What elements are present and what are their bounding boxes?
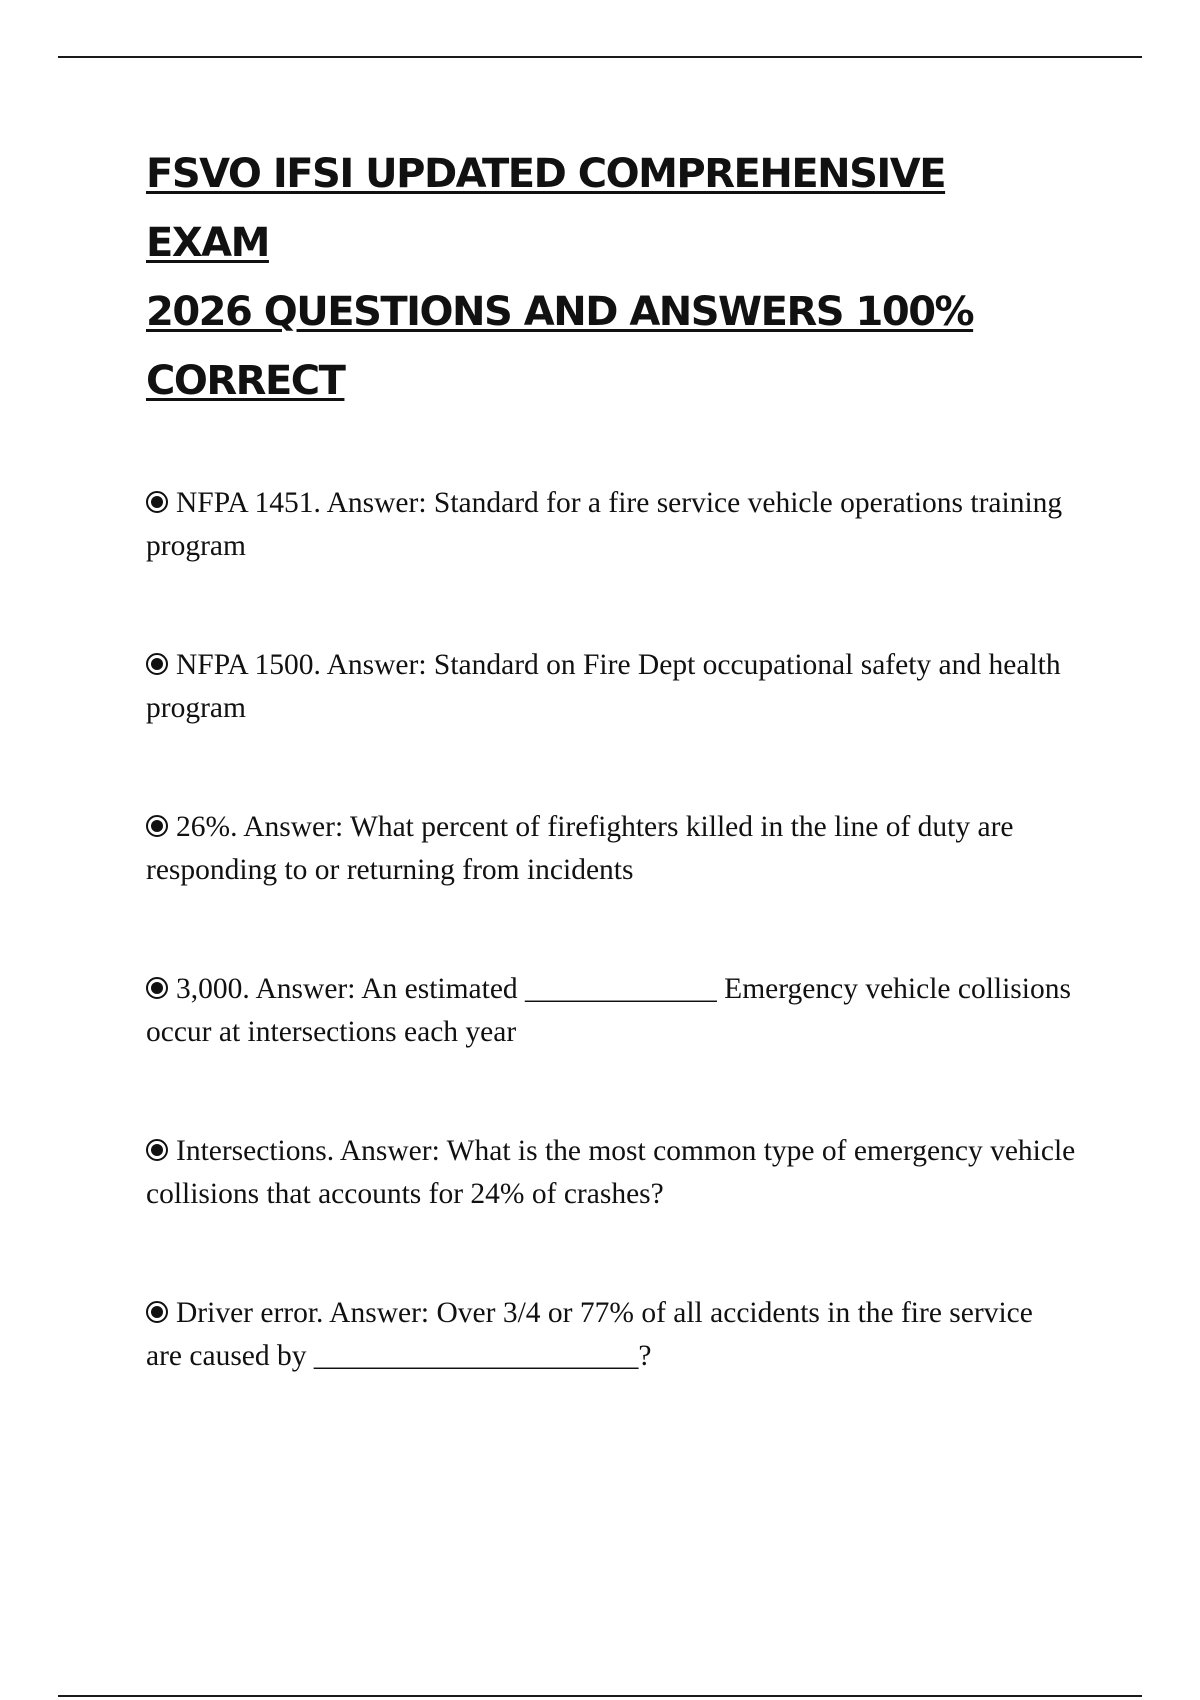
qa-item bbox=[146, 1130, 1076, 1292]
qa-item-text: 26%. Answer: What percent of firefighters killed in the line of duty are responding to or returning from incidents bbox=[146, 811, 1014, 886]
fisheye-bullet-icon bbox=[146, 1301, 168, 1323]
fisheye-bullet-icon bbox=[146, 977, 168, 999]
fisheye-bullet-icon bbox=[146, 491, 168, 513]
qa-item bbox=[146, 644, 1076, 806]
qa-item bbox=[146, 482, 1076, 644]
fisheye-bullet-icon bbox=[146, 1139, 168, 1161]
top-divider bbox=[58, 56, 1142, 58]
qa-item-text: Driver error. Answer: Over 3/4 or 77% of all accidents in the fire service are caused by ______________________? bbox=[146, 1297, 1033, 1372]
qa-item bbox=[146, 1292, 1076, 1454]
qa-item-text: NFPA 1500. Answer: Standard on Fire Dept occupational safety and health program bbox=[146, 649, 1061, 724]
bottom-divider bbox=[58, 1695, 1142, 1697]
qa-list bbox=[146, 482, 1076, 1454]
qa-item-text: NFPA 1451. Answer: Standard for a fire service vehicle operations training program bbox=[146, 487, 1063, 562]
page-title: FSVO IFSI UPDATED COMPREHENSIVE EXAM 2026 QUESTIONS AND ANSWERS 100% CORRECT bbox=[146, 151, 974, 404]
qa-item-text: Intersections. Answer: What is the most common type of emergency vehicle collisions that accounts for 24% of crashes? bbox=[146, 1135, 1076, 1210]
qa-item bbox=[146, 806, 1076, 968]
fisheye-bullet-icon bbox=[146, 815, 168, 837]
qa-item bbox=[146, 968, 1076, 1130]
qa-item-text: 3,000. Answer: An estimated _____________ Emergency vehicle collisions occur at intersections each year bbox=[146, 973, 1071, 1048]
fisheye-bullet-icon bbox=[146, 653, 168, 675]
